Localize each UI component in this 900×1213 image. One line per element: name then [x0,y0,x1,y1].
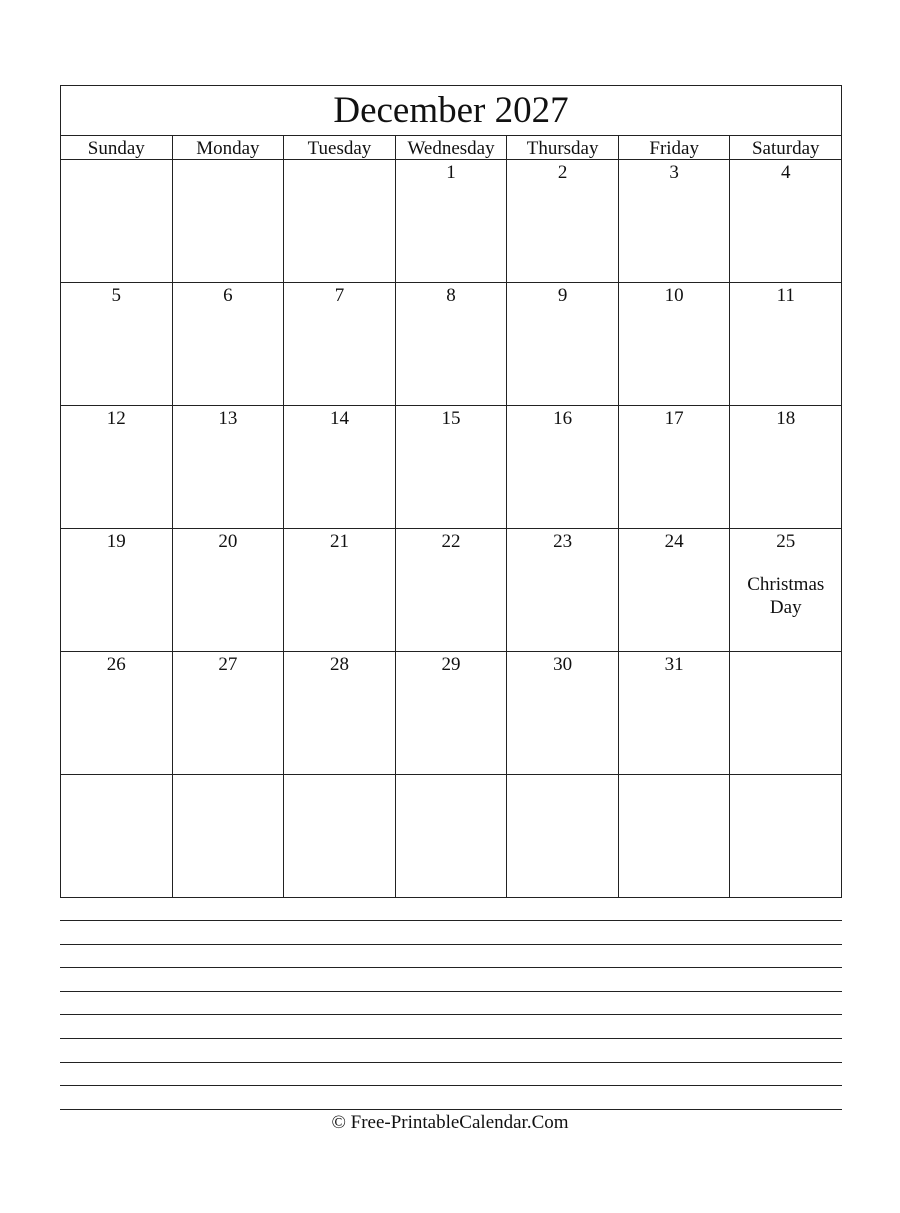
holiday-label: Christmas Day [747,574,825,618]
day-number: 26 [106,654,126,675]
day-cell [396,283,508,405]
day-cell [619,160,731,282]
day-cell [284,160,396,282]
note-line [60,1085,842,1109]
weeks-container [61,160,841,897]
day-number: 2 [557,162,568,183]
day-cell [284,283,396,405]
note-line [60,967,842,991]
day-cell [173,406,285,528]
day-number: 6 [223,285,233,306]
day-cell [730,160,841,282]
weekday-header: Monday [173,136,285,159]
day-number: 21 [329,531,349,552]
day-number: 4 [781,162,791,183]
day-number: 25 [776,531,796,552]
day-cell [61,652,173,774]
day-number: 13 [218,408,238,429]
day-cell [396,160,508,282]
day-number: 14 [329,408,349,429]
day-cell [173,652,285,774]
day-cell [284,652,396,774]
note-line [60,944,842,968]
month-title: December 2027 [61,86,841,136]
day-number: 30 [553,654,573,675]
day-number: 15 [441,408,461,429]
day-cell [619,775,731,897]
day-number: 10 [664,285,684,306]
day-cell [173,160,285,282]
weekday-header: Friday [619,136,731,159]
day-cell [173,283,285,405]
week-row [61,775,841,897]
note-line [60,1038,842,1062]
day-cell [619,406,731,528]
weekday-header: Tuesday [284,136,396,159]
day-cell [619,652,731,774]
day-cell [730,529,841,651]
day-number: 27 [218,654,238,675]
weekday-header: Sunday [61,136,173,159]
note-line [60,920,842,944]
day-number: 23 [553,531,573,552]
note-line [60,1014,842,1038]
weekday-header: Saturday [751,138,820,159]
day-cell [730,283,841,405]
day-number: 7 [334,285,345,306]
day-number: 24 [664,531,684,552]
note-line [60,1062,842,1086]
day-cell [619,283,731,405]
day-cell [396,529,508,651]
day-cell [284,529,396,651]
day-number: 22 [441,531,461,552]
day-number: 20 [218,531,238,552]
week-row [61,160,841,283]
day-cell [61,283,173,405]
day-cell [507,283,619,405]
day-number: 17 [664,408,684,429]
copyright-footer: © Free-PrintableCalendar.Com [331,1112,569,1133]
day-number: 8 [446,285,456,306]
day-cell [619,529,731,651]
day-cell [61,775,173,897]
day-cell [61,160,173,282]
day-cell [284,775,396,897]
day-cell [507,652,619,774]
day-cell [284,406,396,528]
week-row [61,529,841,652]
day-cell [61,406,173,528]
day-number: 9 [557,285,568,306]
day-cell [730,652,841,774]
day-number: 19 [106,531,126,552]
day-cell [507,406,619,528]
day-cell [396,406,508,528]
day-cell [396,652,508,774]
week-row [61,406,841,529]
notes-area [60,920,842,1132]
day-number: 5 [111,285,122,306]
weekday-header-row [61,136,841,160]
day-cell [173,529,285,651]
day-number: 29 [441,654,461,675]
day-cell [507,775,619,897]
day-cell [173,775,285,897]
day-number: 18 [776,408,796,429]
day-number: 28 [329,654,349,675]
day-number: 12 [106,408,126,429]
day-number: 31 [664,654,684,675]
day-cell [396,775,508,897]
weekday-header: Thursday [507,136,619,159]
day-cell [507,160,619,282]
week-row [61,283,841,406]
day-number: 11 [776,285,795,306]
day-cell [730,775,841,897]
day-number: 3 [669,162,679,183]
day-cell [507,529,619,651]
note-line [60,991,842,1015]
week-row [61,652,841,775]
weekday-header: Wednesday [396,136,508,159]
day-number: 16 [553,408,573,429]
calendar-grid [60,85,842,898]
day-cell [730,406,841,528]
day-cell [61,529,173,651]
day-number: 1 [446,162,456,183]
